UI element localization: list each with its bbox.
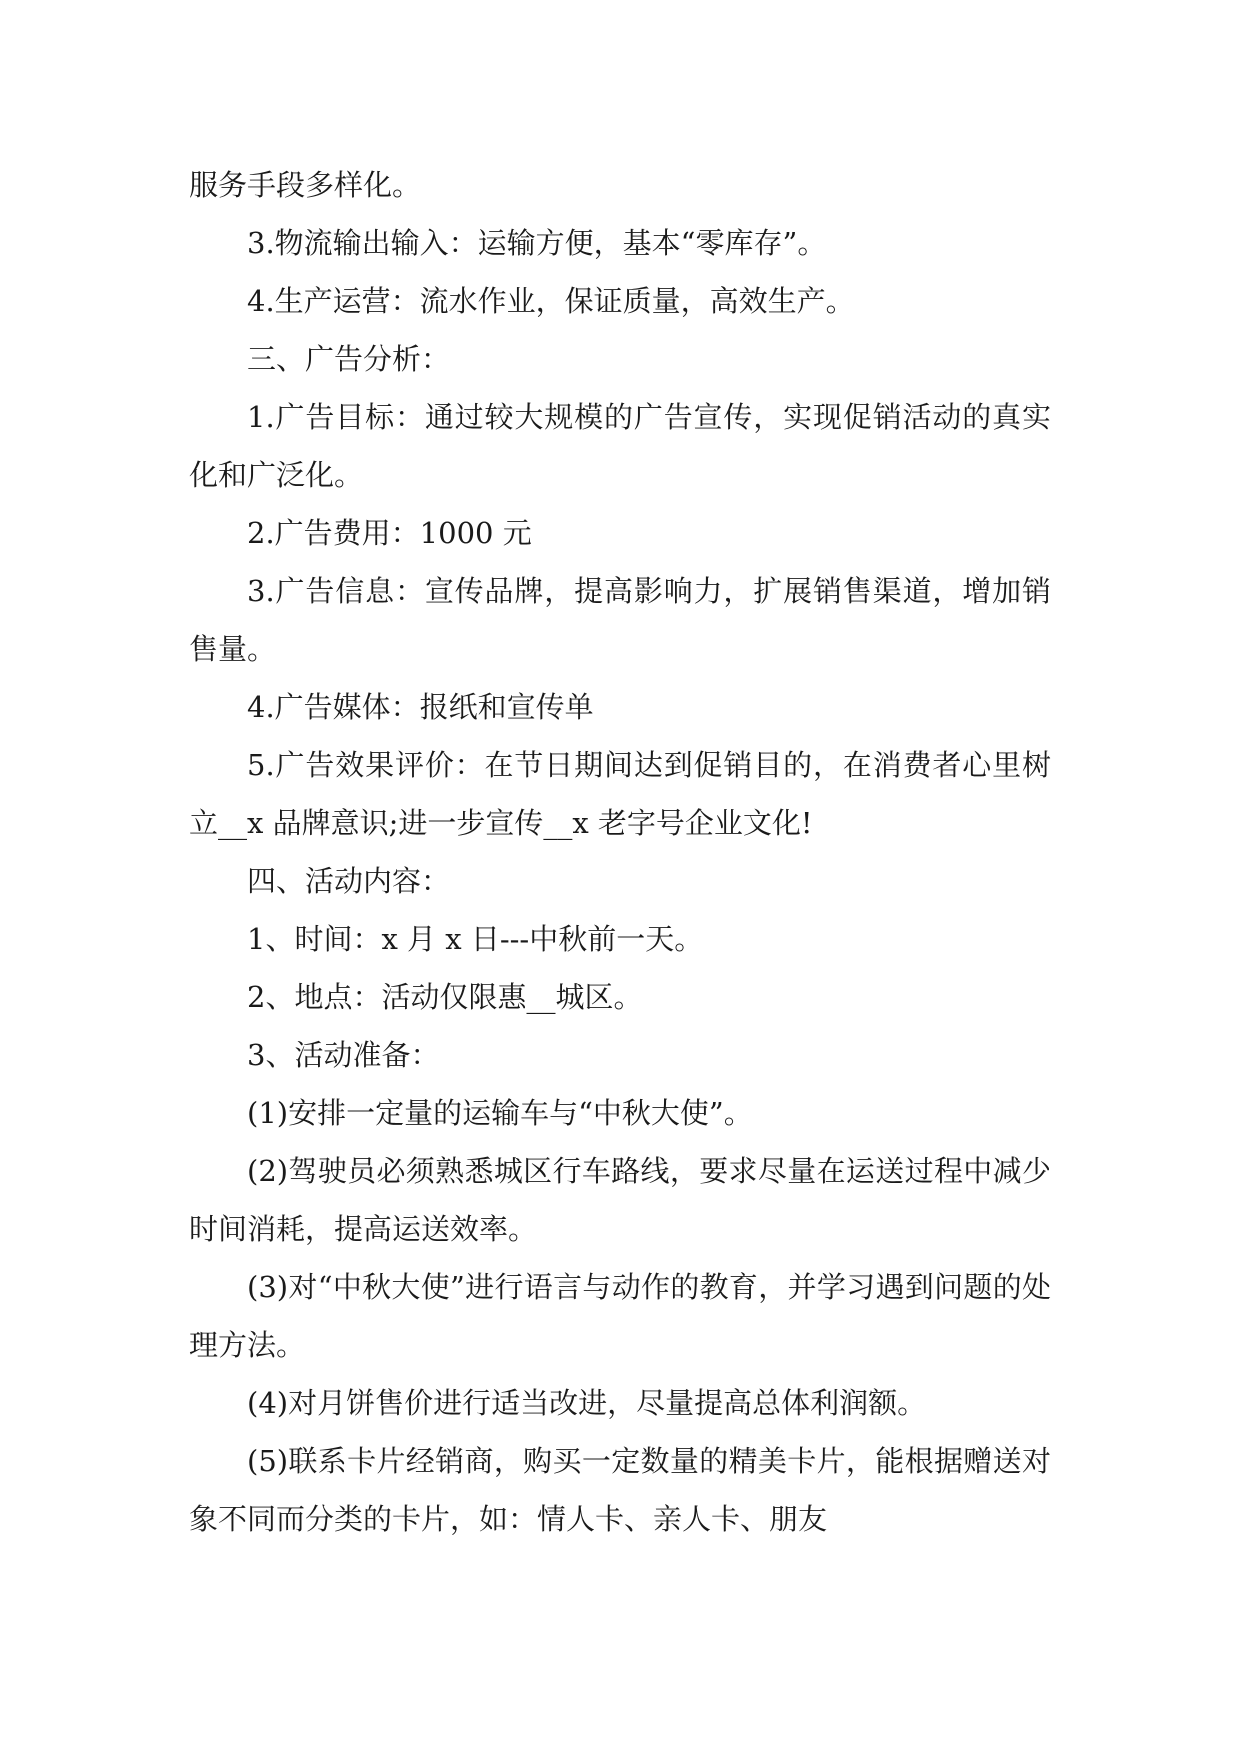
paragraph: 1、时间：x 月 x 日---中秋前一天。 xyxy=(247,922,704,956)
paragraph: 2、地点：活动仅限惠__城区。 xyxy=(247,980,643,1014)
document-body xyxy=(189,156,1051,1548)
paragraph: 1.广告目标：通过较大规模的广告宣传，实现促销活动的真实化和广泛化。 xyxy=(189,400,1051,492)
paragraph: (1)安排一定量的运输车与“中秋大使”。 xyxy=(247,1096,753,1130)
section-heading: 四、活动内容： xyxy=(247,864,451,898)
paragraph: (2)驾驶员必须熟悉城区行车路线，要求尽量在运送过程中减少时间消耗，提高运送效率。 xyxy=(189,1154,1051,1246)
paragraph: 3.广告信息：宣传品牌，提高影响力，扩展销售渠道，增加销售量。 xyxy=(189,574,1051,666)
paragraph: 3、活动准备： xyxy=(247,1038,440,1072)
paragraph: (4)对月饼售价进行适当改进，尽量提高总体利润额。 xyxy=(247,1386,927,1420)
section-heading: 三、广告分析： xyxy=(247,342,451,376)
paragraph: 5.广告效果评价：在节日期间达到促销目的，在消费者心里树立__x 品牌意识;进一步宣传__x 老字号企业文化! xyxy=(189,748,1051,840)
paragraph: 2.广告费用：1000 元 xyxy=(247,516,532,550)
paragraph: 服务手段多样化。 xyxy=(189,168,422,202)
paragraph: (3)对“中秋大使”进行语言与动作的教育，并学习遇到问题的处理方法。 xyxy=(189,1270,1051,1362)
paragraph: 4.生产运营：流水作业，保证质量，高效生产。 xyxy=(247,284,855,318)
paragraph: (5)联系卡片经销商，购买一定数量的精美卡片，能根据赠送对象不同而分类的卡片，如：情人卡、亲人卡、朋友 xyxy=(189,1444,1051,1536)
paragraph: 3.物流输出输入：运输方便，基本“零库存”。 xyxy=(247,226,827,260)
paragraph: 4.广告媒体：报纸和宣传单 xyxy=(247,690,594,724)
